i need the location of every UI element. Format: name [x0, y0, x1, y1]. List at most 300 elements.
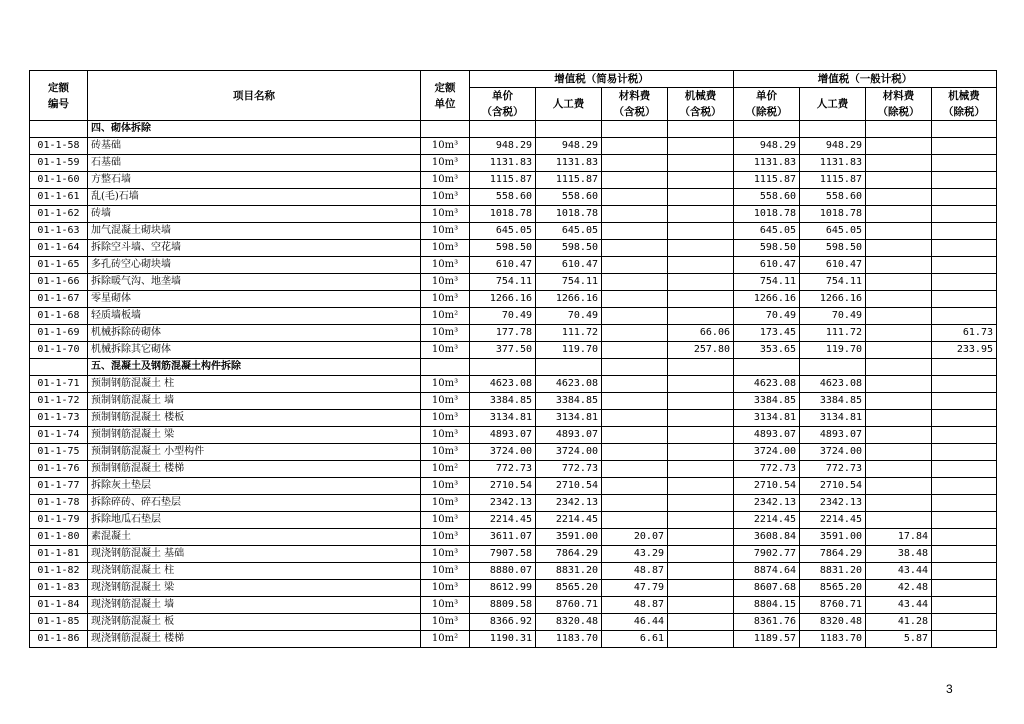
table-row	[30, 189, 997, 206]
item-name: 预制钢筋混凝土 墙	[88, 393, 421, 410]
value-cell: 948.29	[536, 138, 602, 155]
value-cell: 48.87	[602, 597, 668, 614]
item-name: 现浇钢筋混凝土 楼梯	[88, 631, 421, 648]
item-name: 现浇钢筋混凝土 柱	[88, 563, 421, 580]
value-cell: 61.73	[932, 325, 997, 342]
table-row	[30, 274, 997, 291]
value-cell: 558.60	[470, 189, 536, 206]
empty-cell	[602, 359, 668, 376]
value-cell	[668, 240, 734, 257]
value-cell: 610.47	[536, 257, 602, 274]
table-body	[30, 121, 997, 648]
value-cell	[602, 189, 668, 206]
value-cell	[932, 155, 997, 172]
value-cell	[932, 546, 997, 563]
value-cell: 754.11	[536, 274, 602, 291]
value-cell: 3608.84	[734, 529, 800, 546]
value-cell	[668, 631, 734, 648]
table-row	[30, 563, 997, 580]
quota-unit: 10m³	[421, 580, 470, 597]
value-cell: 8874.64	[734, 563, 800, 580]
value-cell	[866, 495, 932, 512]
table-row	[30, 308, 997, 325]
value-cell: 8565.20	[800, 580, 866, 597]
value-cell: 2342.13	[536, 495, 602, 512]
value-cell	[932, 444, 997, 461]
quota-code: 01-1-86	[30, 631, 88, 648]
quota-code: 01-1-73	[30, 410, 88, 427]
value-cell	[932, 410, 997, 427]
value-cell: 598.50	[470, 240, 536, 257]
quota-code: 01-1-82	[30, 563, 88, 580]
empty-cell	[470, 359, 536, 376]
value-cell	[932, 189, 997, 206]
value-cell	[668, 444, 734, 461]
empty-cell	[734, 359, 800, 376]
item-name: 现浇钢筋混凝土 墙	[88, 597, 421, 614]
value-cell: 3724.00	[536, 444, 602, 461]
value-cell	[668, 172, 734, 189]
table-row	[30, 427, 997, 444]
value-cell: 48.87	[602, 563, 668, 580]
table-row	[30, 393, 997, 410]
value-cell	[866, 342, 932, 359]
value-cell: 66.06	[668, 325, 734, 342]
value-cell: 42.48	[866, 580, 932, 597]
value-cell: 8320.48	[536, 614, 602, 631]
value-cell: 8565.20	[536, 580, 602, 597]
quota-code: 01-1-68	[30, 308, 88, 325]
value-cell	[932, 614, 997, 631]
value-cell	[668, 291, 734, 308]
value-cell: 1018.78	[536, 206, 602, 223]
value-cell	[932, 274, 997, 291]
value-cell: 20.07	[602, 529, 668, 546]
item-name: 预制钢筋混凝土 梁	[88, 427, 421, 444]
table-row	[30, 631, 997, 648]
value-cell	[668, 257, 734, 274]
table-row	[30, 376, 997, 393]
value-cell: 645.05	[800, 223, 866, 240]
value-cell	[866, 257, 932, 274]
value-cell: 645.05	[734, 223, 800, 240]
value-cell: 948.29	[734, 138, 800, 155]
value-cell: 43.44	[866, 597, 932, 614]
quota-code: 01-1-76	[30, 461, 88, 478]
quota-unit: 10m³	[421, 291, 470, 308]
value-cell	[602, 308, 668, 325]
value-cell: 1183.70	[536, 631, 602, 648]
value-cell: 7902.77	[734, 546, 800, 563]
quota-unit: 10m³	[421, 206, 470, 223]
quota-unit: 10m³	[421, 495, 470, 512]
value-cell: 645.05	[536, 223, 602, 240]
value-cell	[866, 291, 932, 308]
value-cell: 46.44	[602, 614, 668, 631]
value-cell: 610.47	[734, 257, 800, 274]
table-row	[30, 529, 997, 546]
value-cell	[866, 393, 932, 410]
value-cell	[602, 342, 668, 359]
value-cell	[932, 393, 997, 410]
value-cell: 1131.83	[800, 155, 866, 172]
value-cell	[602, 155, 668, 172]
quota-unit: 10m³	[421, 478, 470, 495]
value-cell: 3591.00	[536, 529, 602, 546]
quota-unit: 10m³	[421, 376, 470, 393]
quota-code: 01-1-80	[30, 529, 88, 546]
value-cell: 1115.87	[536, 172, 602, 189]
value-cell	[602, 393, 668, 410]
value-cell: 377.50	[470, 342, 536, 359]
quota-unit: 10m³	[421, 257, 470, 274]
value-cell: 70.49	[800, 308, 866, 325]
item-name: 拆除碎砖、碎石垫层	[88, 495, 421, 512]
empty-cell	[668, 121, 734, 138]
item-name: 拆除暖气沟、地垄墙	[88, 274, 421, 291]
empty-cell	[800, 121, 866, 138]
empty-cell	[536, 359, 602, 376]
section-code-cell	[30, 121, 88, 138]
value-cell	[932, 240, 997, 257]
value-cell	[866, 325, 932, 342]
value-cell	[932, 529, 997, 546]
value-cell: 2710.54	[536, 478, 602, 495]
table-row	[30, 223, 997, 240]
value-cell	[602, 240, 668, 257]
value-cell	[866, 172, 932, 189]
value-cell: 4893.07	[800, 427, 866, 444]
item-name: 加气混凝土砌块墙	[88, 223, 421, 240]
item-name: 砖基础	[88, 138, 421, 155]
value-cell	[602, 427, 668, 444]
value-cell: 754.11	[734, 274, 800, 291]
item-name: 机械拆除其它砌体	[88, 342, 421, 359]
table-row	[30, 325, 997, 342]
value-cell: 111.72	[536, 325, 602, 342]
header-col: 单价 （含税）	[470, 88, 536, 121]
table-row	[30, 342, 997, 359]
quota-unit: 10m²	[421, 461, 470, 478]
quota-code: 01-1-79	[30, 512, 88, 529]
value-cell: 2710.54	[800, 478, 866, 495]
value-cell: 7864.29	[536, 546, 602, 563]
empty-cell	[536, 121, 602, 138]
value-cell	[602, 512, 668, 529]
value-cell: 70.49	[734, 308, 800, 325]
empty-cell	[470, 121, 536, 138]
value-cell	[668, 614, 734, 631]
empty-cell	[866, 121, 932, 138]
value-cell	[866, 138, 932, 155]
quota-unit: 10m³	[421, 274, 470, 291]
value-cell: 948.29	[470, 138, 536, 155]
item-name: 拆除地瓜石垫层	[88, 512, 421, 529]
quota-unit: 10m³	[421, 546, 470, 563]
value-cell: 8809.58	[470, 597, 536, 614]
value-cell	[602, 376, 668, 393]
item-name: 乱(毛)石墙	[88, 189, 421, 206]
value-cell	[602, 410, 668, 427]
quota-code: 01-1-84	[30, 597, 88, 614]
value-cell: 353.65	[734, 342, 800, 359]
item-name: 方整石墙	[88, 172, 421, 189]
quota-unit: 10m³	[421, 155, 470, 172]
value-cell: 3134.81	[734, 410, 800, 427]
value-cell: 177.78	[470, 325, 536, 342]
quota-code: 01-1-62	[30, 206, 88, 223]
value-cell: 257.80	[668, 342, 734, 359]
value-cell: 3134.81	[536, 410, 602, 427]
value-cell: 41.28	[866, 614, 932, 631]
value-cell: 8831.20	[536, 563, 602, 580]
header-quota-no: 定额 编号	[30, 71, 88, 121]
header-col: 人工费	[800, 88, 866, 121]
value-cell: 948.29	[800, 138, 866, 155]
value-cell: 1018.78	[734, 206, 800, 223]
quota-unit: 10m³	[421, 189, 470, 206]
value-cell	[602, 223, 668, 240]
empty-cell	[421, 121, 470, 138]
value-cell: 70.49	[536, 308, 602, 325]
value-cell: 1190.31	[470, 631, 536, 648]
value-cell: 1266.16	[536, 291, 602, 308]
value-cell: 598.50	[536, 240, 602, 257]
value-cell: 558.60	[800, 189, 866, 206]
item-name: 砖墙	[88, 206, 421, 223]
value-cell	[932, 597, 997, 614]
section-row	[30, 121, 997, 138]
empty-cell	[932, 121, 997, 138]
table-row	[30, 597, 997, 614]
value-cell	[602, 138, 668, 155]
quota-code: 01-1-65	[30, 257, 88, 274]
table-row	[30, 155, 997, 172]
value-cell: 119.70	[536, 342, 602, 359]
section-title: 四、砌体拆除	[88, 121, 421, 138]
value-cell	[932, 461, 997, 478]
value-cell: 4893.07	[734, 427, 800, 444]
value-cell: 598.50	[734, 240, 800, 257]
quota-unit: 10m²	[421, 308, 470, 325]
item-name: 现浇钢筋混凝土 基础	[88, 546, 421, 563]
value-cell: 2214.45	[536, 512, 602, 529]
value-cell	[866, 308, 932, 325]
section-title: 五、混凝土及钢筋混凝土构件拆除	[88, 359, 421, 376]
value-cell: 1189.57	[734, 631, 800, 648]
quota-code: 01-1-77	[30, 478, 88, 495]
quota-code: 01-1-78	[30, 495, 88, 512]
value-cell	[866, 155, 932, 172]
quota-code: 01-1-59	[30, 155, 88, 172]
value-cell: 754.11	[470, 274, 536, 291]
quota-unit: 10m³	[421, 410, 470, 427]
header-item-name: 项目名称	[88, 71, 421, 121]
value-cell	[668, 478, 734, 495]
value-cell: 1018.78	[800, 206, 866, 223]
item-name: 多孔砖空心砌块墙	[88, 257, 421, 274]
quota-code: 01-1-60	[30, 172, 88, 189]
item-name: 零星砌体	[88, 291, 421, 308]
value-cell: 8361.76	[734, 614, 800, 631]
value-cell: 8880.07	[470, 563, 536, 580]
value-cell	[602, 495, 668, 512]
quota-code: 01-1-58	[30, 138, 88, 155]
value-cell: 754.11	[800, 274, 866, 291]
value-cell: 3384.85	[536, 393, 602, 410]
value-cell	[668, 206, 734, 223]
value-cell	[602, 291, 668, 308]
value-cell: 3384.85	[800, 393, 866, 410]
value-cell: 2342.13	[734, 495, 800, 512]
value-cell	[668, 427, 734, 444]
value-cell: 8760.71	[536, 597, 602, 614]
value-cell	[932, 495, 997, 512]
table-row	[30, 614, 997, 631]
section-row	[30, 359, 997, 376]
empty-cell	[421, 359, 470, 376]
value-cell: 7864.29	[800, 546, 866, 563]
value-cell: 1115.87	[470, 172, 536, 189]
table-row	[30, 478, 997, 495]
value-cell	[668, 189, 734, 206]
value-cell: 3724.00	[734, 444, 800, 461]
value-cell	[668, 393, 734, 410]
value-cell	[668, 563, 734, 580]
value-cell: 4623.08	[734, 376, 800, 393]
value-cell: 119.70	[800, 342, 866, 359]
value-cell: 3724.00	[800, 444, 866, 461]
value-cell: 1131.83	[470, 155, 536, 172]
page-number: 3	[946, 682, 953, 696]
quota-unit: 10m³	[421, 563, 470, 580]
value-cell: 8607.68	[734, 580, 800, 597]
quota-unit: 10m³	[421, 529, 470, 546]
value-cell	[602, 325, 668, 342]
section-code-cell	[30, 359, 88, 376]
quota-unit: 10m³	[421, 223, 470, 240]
item-name: 石基础	[88, 155, 421, 172]
value-cell: 2710.54	[470, 478, 536, 495]
quota-code: 01-1-66	[30, 274, 88, 291]
value-cell: 47.79	[602, 580, 668, 597]
value-cell	[932, 478, 997, 495]
value-cell	[668, 461, 734, 478]
quota-code: 01-1-81	[30, 546, 88, 563]
value-cell	[668, 410, 734, 427]
empty-cell	[734, 121, 800, 138]
table-row	[30, 461, 997, 478]
value-cell	[668, 546, 734, 563]
table-row	[30, 257, 997, 274]
value-cell: 2710.54	[734, 478, 800, 495]
quota-code: 01-1-63	[30, 223, 88, 240]
quota-code: 01-1-67	[30, 291, 88, 308]
value-cell: 610.47	[470, 257, 536, 274]
value-cell: 6.61	[602, 631, 668, 648]
value-cell	[932, 376, 997, 393]
value-cell	[932, 172, 997, 189]
value-cell: 2214.45	[800, 512, 866, 529]
item-name: 预制钢筋混凝土 柱	[88, 376, 421, 393]
value-cell: 1266.16	[734, 291, 800, 308]
value-cell	[668, 580, 734, 597]
value-cell	[932, 257, 997, 274]
table-row	[30, 291, 997, 308]
value-cell: 111.72	[800, 325, 866, 342]
value-cell	[932, 138, 997, 155]
value-cell	[866, 189, 932, 206]
value-cell	[866, 206, 932, 223]
table-row	[30, 410, 997, 427]
empty-cell	[932, 359, 997, 376]
table-row	[30, 206, 997, 223]
value-cell	[932, 308, 997, 325]
quota-unit: 10m²	[421, 631, 470, 648]
value-cell: 1018.78	[470, 206, 536, 223]
quota-code: 01-1-85	[30, 614, 88, 631]
item-name: 拆除空斗墙、空花墙	[88, 240, 421, 257]
table-row	[30, 546, 997, 563]
value-cell: 8831.20	[800, 563, 866, 580]
value-cell	[932, 563, 997, 580]
quota-unit: 10m³	[421, 172, 470, 189]
value-cell: 70.49	[470, 308, 536, 325]
item-name: 拆除灰土垫层	[88, 478, 421, 495]
header-col: 单价 （除税）	[734, 88, 800, 121]
value-cell	[932, 631, 997, 648]
value-cell: 1115.87	[800, 172, 866, 189]
value-cell	[602, 274, 668, 291]
value-cell: 1131.83	[536, 155, 602, 172]
quota-code: 01-1-83	[30, 580, 88, 597]
value-cell: 173.45	[734, 325, 800, 342]
value-cell: 610.47	[800, 257, 866, 274]
value-cell	[866, 274, 932, 291]
header-col: 机械费 （除税）	[932, 88, 997, 121]
value-cell	[668, 308, 734, 325]
empty-cell	[800, 359, 866, 376]
table-row	[30, 138, 997, 155]
value-cell	[668, 376, 734, 393]
value-cell: 4893.07	[470, 427, 536, 444]
value-cell	[866, 512, 932, 529]
table-row	[30, 512, 997, 529]
value-cell	[668, 155, 734, 172]
quota-unit: 10m³	[421, 240, 470, 257]
value-cell	[668, 138, 734, 155]
header-general-tax: 增值税（一般计税）	[734, 71, 997, 88]
value-cell: 8760.71	[800, 597, 866, 614]
value-cell	[668, 223, 734, 240]
value-cell: 8320.48	[800, 614, 866, 631]
value-cell: 3591.00	[800, 529, 866, 546]
quota-unit: 10m³	[421, 393, 470, 410]
value-cell	[602, 478, 668, 495]
value-cell	[602, 206, 668, 223]
value-cell	[602, 257, 668, 274]
quota-code: 01-1-75	[30, 444, 88, 461]
table-row	[30, 172, 997, 189]
item-name: 现浇钢筋混凝土 板	[88, 614, 421, 631]
value-cell	[932, 206, 997, 223]
value-cell: 4623.08	[800, 376, 866, 393]
value-cell	[602, 172, 668, 189]
table-row	[30, 495, 997, 512]
value-cell: 3384.85	[470, 393, 536, 410]
value-cell: 598.50	[800, 240, 866, 257]
item-name: 素混凝土	[88, 529, 421, 546]
